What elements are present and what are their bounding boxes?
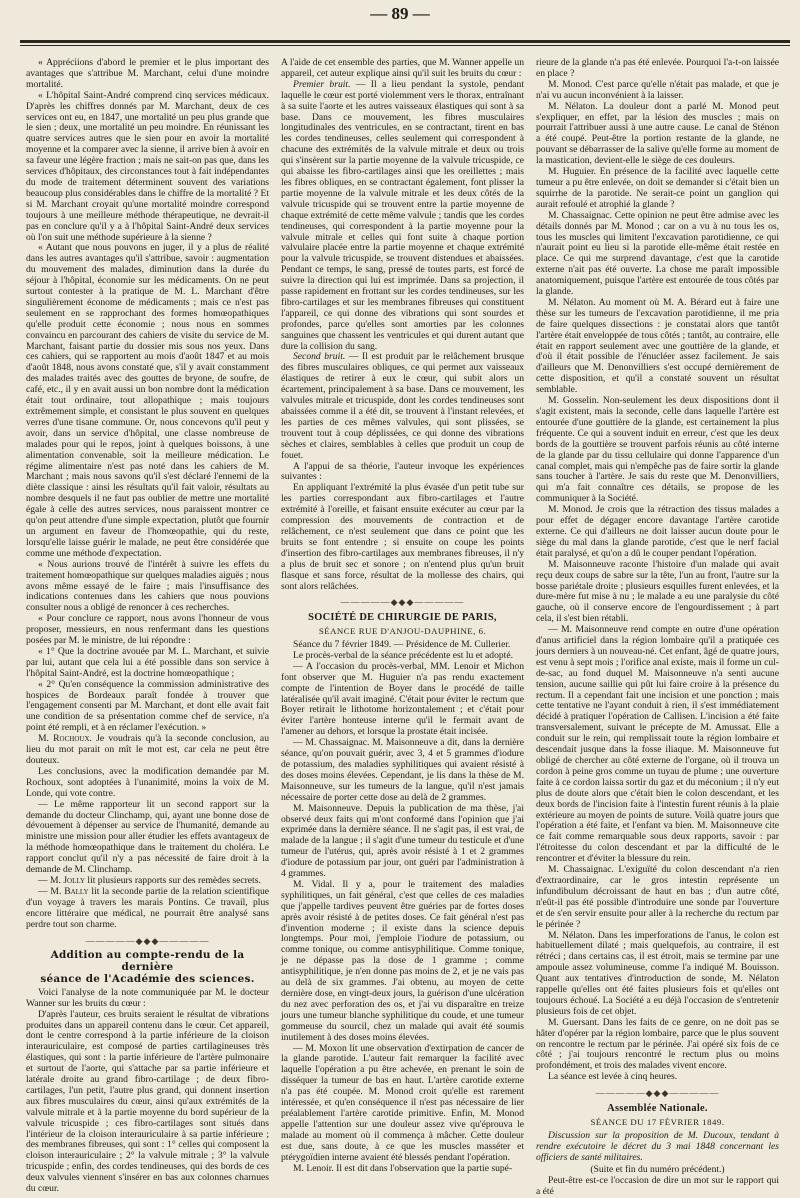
column-right [536, 57, 779, 1198]
paragraph: — M. Maisonneuve rend compte en outre d'une opération d'anus artificiel dans la région lombaire qu'il a pratiquée ces jours derniers à un nouveau-né. Cet enfant, âgé de quatre jours, est venu à sept mois ; l'orifice anal existe, mais il forme un cul-de-sac, au fond duquel M. Maisonneuve n'a senti aucune tension, aucune saillie qui pût lui faire croire à la présence du rectum. Il a cependant fait une incision et une ponction ; mais cette tentative ne l'ayant conduit à rien, il s'est immédiatement décidé à pratiquer l'opération de Callisen. L'incision a été faite transversalement, suivant le précepte de M. Amussat. Elle a conduit sur le rein, qui remplissait toute la région lombaire et descendait jusque dans la fosse iliaque. M. Maisonneuve fut obligé de chercher au côté externe de l'organe, où il trouva un cordon à peine gros comme un tuyau de plume ; une ouverture faite à ce cordon laissa sortir du gaz et du méconium ; il n'y eut plus de doute alors que c'était bien le colon descendant, et les deux bords de l'incision faite à l'intestin furent réunis à la plaie extérieure au moyen de points de suture. Voilà quatre jours que l'opération a été faite, et l'enfant va bien. M. Maisonneuve cite ce fait comme remarquable sous deux rapports, savoir : par l'étroitesse du colon descendant et par la difficulté de le rencontrer et d'éviter la blessure du rein. [536, 624, 779, 865]
paragraph-text: — Il a lieu pendant la systole, pendant laquelle le cœur est porté violemment vers le thorax, entraînant à sa suite l'aorte et les autres vaisseaux élastiques qui sont à sa base. Dans ce mouvement, les fibres musculaires longitudinales des ventricules, en se contractant, tirent en bas les cordes tendineuses, celles seulement qui correspondent à chacune des extrémités de la valvule mitrale et deux ou trois qui s'insèrent sur la partie moyenne de la valvule tricuspide, ce qui abaisse les fibro-cartilages ainsi que les oreillettes ; mais les fibres obliques, en se contractant également, font plisser la partie moyenne de la valvule mitrale et les deux côtés de la valvule tricuspide qui se trouvent entre la partie moyenne de chaque extrémité de cette même valvule ; tandis que les cordes tendineuses, qui correspondent à la partie moyenne pour la valvule mitrale et celles qui font suite à chaque portion valvulaire placée entre la partie moyenne et chaque extrémité pour la valvule tricuspide, se trouvent distendues et abaissées. Pendant ce temps, le sang, pressé de toutes parts, est forcé de suivre la direction qui lui est imprimée. Dans sa projection, il passe rapidement en frottant sur les cordes tendineuses, sur les fibro-cartilages et sur les membranes fibreuses qui constituent l'appareil, ce qui donne des vibrations qui sont sourdes et profondes, parce qu'elles sont amorties par les colonnes sanguines que chassent les ventricules et qui durent autant que dure la collision du sang. [281, 78, 524, 352]
paragraph: « 2° Qu'en conséquence la commission administrative des hospices de Bordeaux paraît fondée à trouver que l'engagement consenti par M. Marchant, et dont elle avait fait une condition de sa présentation comme chef de service, n'a point été rempli, et à en réclamer l'exécution. » [26, 678, 269, 734]
column-middle [281, 58, 524, 1178]
paragraph: M. Maisonneuve. Depuis la publication de ma thèse, j'ai observé deux faits qui m'ont conformé dans l'opinion que j'ai exprimée dans la dernière séance. Il ne s'agit pas, il est vrai, de malade de la langue ; il s'agit d'une tumeur du testicule et d'une tumeur de l'utérus, qui, après avoir résisté à 1 et 2 grammes d'iodure de potassium par jour, ont guéri par l'administration à 4 grammes. [281, 802, 524, 880]
paragraph: « Appréciions d'abord le premier et le plus important des avantages que s'attribue M. Marchant, celui d'une moindre mortalité. [26, 57, 269, 90]
section-title-line: séance de l'Académie des sciences. [40, 973, 255, 985]
paragraph: — M. Chassaignac. M. Maisonneuve a dit, dans la dernière séance, qu'on pouvait guérir, avec 3, 4 et 5 grammes d'iodure de potassium, des maladies syphilitiques qui avaient résisté à des doses moins élevées. Cependant, je lis dans la thèse de M. Maisonneuve, sur les tumeurs de la langue, qu'il n'est jamais nécessaire de porter cette dose au delà de 2 grammes. [281, 737, 524, 803]
paragraph: Séance du 7 février 1849. — Présidence de M. Cullerier. [293, 639, 511, 651]
paragraph: En appliquant l'extrémité la plus évasée d'un petit tube sur les parties correspondant aux fibro-cartilages et l'autre extrémité à l'oreille, et faisant ensuite exécuter au cœur par la compression des mouvements de contraction et de relâchement, ce n'est seulement que dans ce point que les bruits se font entendre ; si ensuite on coupe les points d'insertion des fibro-cartilages aux membranes fibreuses, il n'y a plus de bruit sec et sonore ; on n'entend plus qu'un bruit flasque et sans force, résultat de la mollesse des chairs, qui sont alors relâchées. [281, 482, 524, 592]
section-title-line: Addition au compte-rendu de la dernière [50, 949, 245, 974]
continuation-note: (Suite et fin du numéro précédent.) [590, 1163, 725, 1175]
speaker-name: — M. Jolly [38, 874, 86, 886]
paragraph: M. Chassaignac. L'exiguïté du colon descendant n'a rien d'extraordinaire, car le gros intestin représente un infundibulum décroissant de haut en bas ; d'un autre côté, n'eût-il pas été possible d'introduire une sonde par l'ouverture et de s'en servir ensuite pour aller à la recherche du rectum par le périnée ? [536, 864, 779, 930]
paragraph: M. Maisonneuve raconte l'histoire d'un malade qui avait reçu deux coups de sabre sur la tête, l'un au front, l'autre sur la bosse pariétale droite ; plusieurs esquilles furent enlevées, et la dure-mère fut mise à nu ; le malade a eu une paralysie du côté gauche, où il conserve encore de l'engourdissement ; à part cela, il s'est bien rétabli. [536, 558, 779, 625]
paragraph: M. Nélaton. Au moment où M. A. Bérard eut à faire une thèse sur les tumeurs de l'excavation parotidienne, il me pria de faire quelques dissections : je constatai alors que tantôt l'artère était enveloppée de tous côtés ; tantôt, au contraire, elle était en rapport seulement avec une gouttière de la glande, et d'où il était possible de l'énucléer assez facilement. Je sais d'ailleurs que M. Denonvilliers s'est occupé dernièrement de cette disposition, et qu'il a constaté souvent un résultat semblable. [536, 296, 779, 396]
paragraph [26, 887, 269, 931]
speaker-name: M. Rochoux. [38, 733, 92, 745]
section-subtitle: SÉANCE RUE D'ANJOU-DAUPHINE, 6. [318, 626, 487, 637]
paragraph-text: lit plusieurs rapports sur des remèdes secrets. [85, 874, 261, 886]
paragraph [281, 80, 524, 353]
section-title: Assemblée Nationale. [607, 1103, 708, 1115]
paragraph: — A l'occasion du procès-verbal, MM. Lenoir et Michon font observer que M. Huguier n'a pas rendu exactement compte de l'intention de Boyer dans le procédé de taille latéralisée qu'il avait imaginé. C'était pour éviter le rectum que Boyer retirait le lithotome horizontalement ; et c'était pour éviter l'artère honteuse interne qu'il le fermait avant de l'amener au dehors, et lorsque la prostate était incisée. [281, 660, 524, 738]
paragraph-text: — Il est produit par le relâchement brusque des fibres musculaires obliques, ce qui permet aux vaisseaux élastiques de retirer à eux le cœur, qui subit alors un écartement, principalement à sa base. Dans ce mouvement, les valvules mitrale et tricuspide, dont les cordes tendineuses sont abaissées comme il a été dit, se trouvent à l'instant relevées, et les parties de ces mêmes valvules, qui sont plissées, se trouvent tout à coup déplissées, ce qui donne des vibrations sèches et claires, semblables à celles que produit un coup de fouet. [281, 351, 524, 461]
paragraph: « L'hôpital Saint-André comprend cinq services médicaux. D'après les chiffres donnés par M. Marchant, deux de ces services ont eu, en 1847, une mortalité un peu plus grande que le sien ; deux, une mortalité un peu moindre. En réunissant les quatre services autres que le sien pour en avoir la mortalité moyenne et la comparer avec la sienne, il arrive bien à avoir en sa faveur une légère fraction ; mais ne sait-on pas que, dans les services d'hôpitaux, des circonstances tout à fait indépendantes du mode de traitement déterminent souvent des variations beaucoup plus considérables dans le chiffre de la mortalité ? Et si M. Marchant croyait qu'une mortalité moindre correspond toujours à une meilleure méthode thérapeutique, ne devrait-il pas en conclure qu'il y a à l'hôpital Saint-André deux services où l'on suit une méthode supérieure à la sienne ? [26, 89, 269, 243]
subsection-label: Premier bruit. [293, 78, 351, 90]
paragraph: — Le même rapporteur lit un second rapport sur la demande du docteur Clinchamp, qui, ayant une bonne dose de dévouement à dépenser au service de l'humanité, demande au ministre une mission pour aller étudier les effets avantageux de la méthode homœopathique dans le traitement du choléra. Le rapport conclut qu'il n'y a pas nécessité de faire droit à la demande de M. Clinchamp. [26, 798, 269, 876]
paragraph: M. Guersant. Dans les faits de ce genre, on ne doit pas se hâter d'opérer par la région lombaire, parce que le plus souvent on rencontre le rectum par le périnée. J'ai opéré six fois de ce côté ; j'ai toujours rencontré le rectum plus ou moins profondément, et trois des malades vivent encore. [536, 1016, 779, 1072]
paragraph: rieure de la glande n'a pas été enlevée. Pourquoi l'a-t-on laissée en place ? [536, 57, 779, 79]
paragraph [281, 352, 524, 461]
section-separator: —————◆◆◆————— [595, 1088, 720, 1099]
paragraph: « Pour conclure ce rapport, nous avons l'honneur de vous proposer, messieurs, en nous renfermant dans les questions posées par M. le ministre, de lui répondre : [26, 613, 269, 647]
paragraph: M. Lenoir. Il est dit dans l'observation que la partie supé- [293, 1162, 513, 1174]
header-rule-thin [20, 45, 790, 46]
header-rule [20, 40, 790, 43]
paragraph: M. Chassaignac. Cette opinion ne peut être admise avec les détails donnés par M. Monod ; car on a vu à nu tous les os, tous les muscles qui limitent l'excavation parotidienne, ce qui n'aurait point eu lieu si la parotide elle-même était restée en place. Ce qui me surprend davantage, c'est que la carotide externe n'ait pas été ouverte. La chose me paraît impossible anatomiquement, puisque l'artère est entourée de tous côtés par la glande. [536, 209, 779, 298]
paragraph: « 1° Que la doctrine avouée par M. L. Marchant, et suivie par lui, autant que cela lui a été possible dans son service à l'hôpital Saint-André, est la doctrine homœopathique ; [26, 645, 269, 679]
paragraph: A l'aide de cet ensemble des parties, que M. Wanner appelle un appareil, cet auteur explique ainsi qu'il suit les bruits du cœur : [281, 57, 524, 79]
paragraph: Le procès-verbal de la séance précédente est lu et adopté. [293, 649, 514, 661]
paragraph: M. Monod. Je crois que la rétraction des tissus malades a pour effet de dégager encore davantage l'artère carotide externe. Ce qui d'ailleurs ne doit laisser aucun doute pour le siège du mal dans la glande parotide, c'est que le nerf facial était paralysé, et qu'on a dû le couper pendant l'opération. [536, 504, 779, 559]
paragraph: M. Huguier. En présence de la facilité avec laquelle cette tumeur a pu être enlevée, on doit se demander si c'était bien un squirrhe de la parotide. Ne serait-ce point un ganglion qui aurait refoulé et atrophié la glande ? [536, 166, 779, 210]
paragraph-text: lit la seconde partie de la relation scientifique d'un voyage à travers les marais Pontins. Ce travail, plus encore littéraire que médical, ne pourrait être analysé sans perdre tout son charme. [26, 885, 269, 930]
paragraph: « Autant que nous pouvons en juger, il y a plus de réalité dans les autres avantages qu'il s'attribue, savoir : augmentation du mouvement des malades, diminution dans la durée du séjour à l'hôpital, économie sur les médicaments. On ne peut surtout contester à la pratique de M. L. Marchant d'être singulièrement économe de médicaments ; mais ce n'est pas seulement en se rapprochant des formes homœopathiques qu'elle produit cette économie ; nous nous en sommes convaincu en parcourant des cahiers de visite du service de M. Marchant, faisant partie du dossier mis sous nos yeux. Dans ces cahiers, qui se rapportent au mois d'août 1847 et au mois d'août 1848, nous avons constaté que, s'il y avait constamment des malades traités avec des gouttes de bryone, de soufre, de café, etc., il y en avait aussi un bon nombre dont la médication était tout ordinaire, tout allopathique ; mais toujours extrêmement simple, et consistant le plus souvent en quelques verres d'une tisane commune. Or, nous concevons qu'il peut y avoir, dans un service d'hôpital, une classe nombreuse de malades pour qui le repos, joint à quelques boissons, à une alimentation convenable, soit la meilleure médication. Le régime alimentaire n'est pas noté dans les cahiers de M. Marchant ; mais nous savons qu'il s'est déclaré l'ennemi de la diète classique : ainsi les résultats qu'il fait valoir, résultats au nombre desquels il ne faut pas oublier de mettre une mortalité égale à celle des autres services, nous paraissent montrer ce qu'on peut attendre d'une simple expectation, plutôt que fournir un argument en faveur de l'homœopathie, qui du reste, lorsqu'elle laisse guérir le malade, ne peut être considérée que comme une méthode d'expectation. [26, 242, 269, 559]
page-number: — 89 — [370, 4, 430, 23]
column-left [26, 57, 269, 1195]
subsection-label: Second bruit. [293, 351, 346, 363]
paragraph: La séance est levée à cinq heures. [548, 1071, 678, 1083]
paragraph: M. Gosselin. Non-seulement les deux dispositions dont il s'agit existent, mais la seconde, celle dans laquelle l'artère est entourée d'une gouttière de la glande, est certainement la plus fréquente. Ce qui a souvent induit en erreur, c'est que les deux bords de la gouttière se trouvent parfois réunis au côté interne de la glande par du tissu cellulaire qui donne l'apparence d'un canal complet, mais qui n'empêche pas de faire sortir la glande sans toucher à l'artère. Je sais du reste que M. Denonvilliers, qui m'a fait connaître ces détails, se propose de les communiquer à la Société. [536, 395, 779, 505]
paragraph: M. Vidal. Il y a, pour le traitement des maladies syphilitiques, un fait général, c'est que celles de ces maladies que j'appelle tardives peuvent être guéries par de fortes doses après avoir résisté à de petites doses. Ce fait général n'est pas d'invention moderne ; il existe dans la science depuis longtemps. Pour moi, j'emploie l'iodure de potassium, ou comme tonique, ou comme antisyphilitique. Comme tonique, je ne dépasse pas la dose de 1 gramme ; comme antisyphilitique, je n'en donne pas moins de 2, et je ne vais pas au delà de six grammes. J'ai obtenu, au moyen de cette dernière dose, en vingt-deux jours, la guérison d'une ulcération du nez avec perforation des os, et j'ai vu disparaître en treize jours une tumeur blanche syphilitique du coude, et une tumeur gommeuse du sourcil, chez un malade qui avait été soumis inutilement à des doses moins élevées. [281, 878, 524, 1043]
paragraph: D'après l'auteur, ces bruits seraient le résultat de vibrations produites dans un appareil contenu dans le cœur. Cet appareil, dont le centre correspond à la partie inférieure de la cloison interauriculaire, est composé de parties cartilagineuses très élastiques, qui sont : la partie inférieure de l'artère pulmonaire et surtout de l'aorte, qui s'attache par sa partie inférieure et latérale droite au grand fibro-cartilage ; de deux fibro-cartilages, l'un petit, l'autre plus grand, qui donnent insertion aux fibres musculaires du cœur, ainsi qu'aux extrémités de la valvule mitrale et à la partie moyenne du bord supérieur de la valvule tricuspide ; ces fibro-cartilages sont situés dans l'intérieur de la cloison interauriculaire à sa partie inférieure ; des membranes fibreuses, qui sont : 1° celles qui composent la cloison interauriculaire ; 2° la valvule mitrale ; 3° la valvule tricuspide ; enfin, des cordes tendineuses, qui des bords de ces deux valvules viennent s'insérer en bas aux colonnes charnues du cœur. [26, 1008, 269, 1195]
paragraph: Peut-être est-ce l'occasion de dire un mot sur le rapport qui a été [536, 1175, 779, 1198]
paragraph: M. Nélaton. La douleur dont a parlé M. Monod peut s'expliquer, en effet, par la lésion des muscles ; mais on pourrait l'attribuer aussi à une autre cause. Le canal de Sténon a été coupé. Peut-être la portion restante de la glande, ne pouvant se débarrasser de la salive qu'elle forme au moment de la mastication, devient-elle le siège de ces douleurs. [536, 100, 779, 167]
section-title: SOCIÉTÉ DE CHIRURGIE DE PARIS, [308, 612, 497, 624]
paragraph: M. Monod. C'est parce qu'elle n'était pas malade, et que je n'ai vu aucun inconvénient à la laisser. [536, 78, 779, 101]
section-separator: —————◆◆◆————— [340, 597, 465, 608]
paragraph: Discussion sur la proposition de M. Ducoux, tendant à rendre exécutoire le décret du 3 mai 1848 concernant les officiers de santé militaires. [536, 1129, 779, 1163]
paragraph-text: Je voudrais qu'à la seconde conclusion, au lieu du mot parait on mît le mot est, car cela ne peut être douteux. [26, 733, 269, 766]
section-separator: —————◆◆◆————— [85, 935, 210, 946]
paragraph: — M. Moxon lit une observation d'extirpation de cancer de la glande parotide. L'auteur fait remarquer la facilité avec laquelle l'opération a pu être achevée, en prenant le soin de disséquer la tumeur de bas en haut. L'artère carotide externe n'a pas été coupée. M. Monod croit qu'elle est rarement intéressée, et qu'en conséquence il n'est pas nécessaire de lier préalablement l'artère carotide primitive. Enfin, M. Monod appelle l'attention sur une douleur assez vive qu'éprouva le malade au moment où il commença à mâcher. Cette douleur est due, sans doute, à ce que les muscles masséter et ptérygoïdien interne avaient été blessés pendant l'opération. [281, 1042, 524, 1163]
paragraph: Voici l'analyse de la note communiquée par M. le docteur Wanner sur les bruits du cœur : [26, 986, 269, 1009]
section-subtitle: SÉANCE DU 17 FÉVRIER 1849. [590, 1116, 725, 1127]
paragraph [26, 734, 269, 767]
paragraph: « Nous aurions trouvé de l'intérêt à suivre les effets du traitement homœopathique sur quelques maladies aiguës ; nous avons même essayé de le faire ; mais l'insuffisance des indications contenues dans les cahiers que nous pouvions consulter nous a obligé de renoncer à ces recherches. [26, 558, 269, 614]
speaker-name: — M. Bally [38, 885, 89, 897]
section-title [26, 950, 269, 985]
paragraph: A l'appui de sa théorie, l'auteur invoque les expériences suivantes : [281, 460, 524, 483]
paragraph: M. Nélaton. Dans les imperforations de l'anus, le colon est habituellement dilaté ; mais quelquefois, au contraire, il est rétréci ; dans certains cas, il est étroit, mais se termine par une ampoule assez volumineuse, comme l'a indiqué M. Bouisson. Quant aux tentatives d'introduction de sonde, M. Nélaton rappelle qu'elles ont été faites plusieurs fois et qu'elles ont toujours échoué. La Société a eu déjà l'occasion de s'entretenir plusieurs fois de cet objet. [536, 929, 779, 1017]
paragraph: Les conclusions, avec la modification demandée par M. Rochoux, sont adoptées à l'unanimité, moins la voix de M. Londe, qui vote contre. [26, 765, 269, 799]
